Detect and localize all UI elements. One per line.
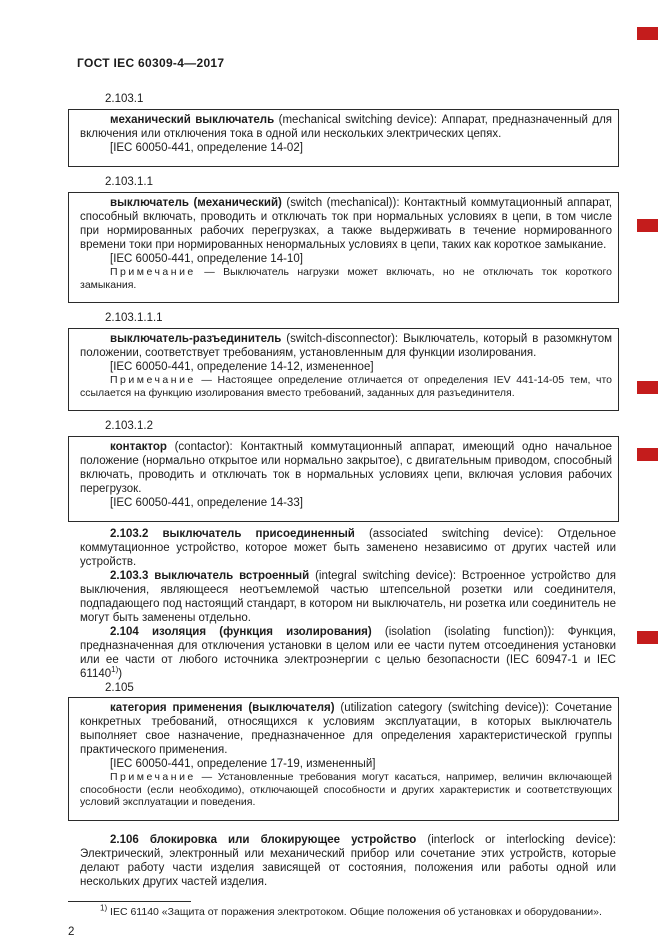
- clause-term: [110, 834, 416, 846]
- source-reference: [IEC 60050-441, определение 14-33]: [110, 497, 303, 509]
- definition-box-switch-mechanical: [68, 192, 619, 303]
- note-label: Примечание: [110, 374, 196, 386]
- definition-text: [80, 332, 612, 360]
- note-label: Примечание: [110, 266, 196, 278]
- footnote: [80, 903, 619, 919]
- clause-number-2-103-1-1-1: 2.103.1.1.1: [105, 312, 163, 324]
- definition-body: (utilization category (switching device)): Сочетание конкретных требований, относящихся к условиям эксплуатации, в которых выключатель выполняет свое назначение, предназначенное для определения характеристической группы практического применения.: [80, 702, 612, 756]
- footnote-marker: 1): [111, 665, 119, 675]
- clause-term: [110, 626, 372, 638]
- page-number: 2: [68, 926, 75, 935]
- clause-term: [110, 570, 309, 582]
- clause-2-104: [80, 625, 616, 681]
- note: [80, 374, 612, 399]
- definition-term: выключатель-разъединитель: [110, 333, 282, 345]
- source-reference: [IEC 60050-441, определение 14-12, измененное]: [110, 361, 374, 373]
- definition-body: (switch (mechanical)): Контактный коммутационный аппарат, способный включать, проводить и отключать ток при нормальных условиях в цепи, в том числе при нормированных рабочих перегрузках, а также выдерживать в течение нормированного времени токи при нормированных ненормальных условиях в цепи, таких как короткое замыкание.: [80, 197, 613, 251]
- clause-term-text: выключатель присоединенный: [148, 528, 355, 540]
- clause-2-103-2: [80, 527, 616, 569]
- clause-body: (isolation (isolating function)): Функция, предназначенная для отключения установки в целом или ее части путем отсоединения установки или ее части от любого источника электроэнергии с целью безопасности (IEC 60947-1 и IEC 61140: [80, 626, 616, 680]
- definition-text: [80, 440, 612, 496]
- footnote-marker: 1): [100, 903, 108, 912]
- clause-body-tail: ): [118, 668, 123, 680]
- definition-box-utilization-category: [68, 697, 619, 821]
- source-reference: [IEC 60050-441, определение 14-10]: [110, 253, 303, 265]
- clause-number: 2.106: [110, 833, 139, 846]
- note-text: — Выключатель нагрузки может включать, но не отключать ток короткого замыкания.: [80, 266, 612, 291]
- clause-term: [110, 528, 355, 540]
- standard-designation: ГОСТ IEC 60309-4—2017: [77, 56, 225, 70]
- clause-number-2-103-1: 2.103.1: [105, 93, 144, 105]
- note: [80, 771, 612, 809]
- definition-box-mechanical-switching-device: [68, 109, 619, 167]
- definition-term: механический выключатель: [110, 114, 275, 126]
- source-reference: [IEC 60050-441, определение 14-02]: [110, 142, 303, 154]
- clause-number: 2.104: [110, 626, 139, 638]
- clause-2-106: [80, 833, 616, 889]
- clause-body: (interlock or interlocking device): Электрический, электронный или механический прибор или сочетание этих устройств, которые делают работу части изделия зависящей от состояния, положения или работы одной или нескольких других частей изделия.: [80, 833, 617, 888]
- clause-number-2-103-1-1: 2.103.1.1: [105, 176, 153, 188]
- clause-number-2-105: 2.105: [105, 682, 134, 694]
- note: [80, 266, 612, 291]
- clause-number-2-103-1-2: 2.103.1.2: [105, 420, 153, 432]
- definition-box-switch-disconnector: [68, 328, 619, 411]
- definition-body: (contactor): Контактный коммутационный аппарат, имеющий одно начальное положение (нормально открытое или нормально закрытое), с двигательным приводом, способный включать, проводить и отключать ток в нормальных условиях цепи, включая условия рабочих перегрузок.: [80, 441, 612, 495]
- definition-body: (mechanical switching device): Аппарат, предназначенный для включения или отключения тока в одной или нескольких электрических цепях.: [80, 114, 613, 140]
- clause-term-text: изоляция (функция изолирования): [138, 626, 372, 638]
- plain-clauses: [80, 527, 616, 681]
- source-reference: [IEC 60050-441, определение 17-19, измененный]: [110, 758, 376, 770]
- revision-mark: [637, 448, 658, 461]
- definition-box-contactor: [68, 436, 619, 522]
- revision-mark: [637, 219, 658, 232]
- definition-term: категория применения (выключателя): [110, 702, 335, 714]
- revision-mark: [637, 381, 658, 394]
- clause-number: 2.103.3: [110, 570, 149, 582]
- revision-mark: [637, 27, 658, 40]
- clause-body: (associated switching device): Отдельное коммутационное устройство, которое может быть заменено независимо от других частей или устройств.: [80, 528, 616, 568]
- footnote-text: IEC 61140 «Защита от поражения электротоком. Общие положения об установках и оборудовании».: [107, 905, 602, 918]
- revision-mark: [637, 631, 658, 644]
- note-label: Примечание: [110, 771, 196, 783]
- note-text: — Настоящее определение отличается от определения IEV 441-14-05 тем, что ссылается на функцию изолирования вместо требований, заданных для разъединителя.: [80, 374, 612, 399]
- clause-body: (integral switching device): Встроенное устройство для выключения, являющееся неотъемлемой частью штепсельной розетки или соединителя, подпадающего под настоящий стандарт, в котором ни выключатель, ни розетка или соединитель не могут быть заменены отдельно.: [80, 570, 616, 624]
- footnote-rule: [68, 901, 191, 902]
- clause-2-103-3: [80, 569, 616, 625]
- definition-text: [80, 196, 612, 252]
- clause-term-text: блокировка или блокирующее устройство: [138, 833, 417, 846]
- definition-text: [80, 701, 612, 757]
- clause-term-text: выключатель встроенный: [148, 570, 310, 582]
- definition-term: выключатель (механический): [110, 197, 282, 209]
- clause-number: 2.103.2: [110, 528, 149, 540]
- content-column: [68, 0, 619, 935]
- note-text: — Установленные требования могут касаться, например, величин включающей способности (если необходимо), отключающей способности и других характеристик и соответствующих условий эксплуатации и поведения.: [80, 771, 613, 808]
- definition-body: (switch-disconnector): Выключатель, который в разомкнутом положении, соответствует требованиям, установленным для функции изолирования.: [80, 333, 612, 359]
- definition-text: [80, 113, 612, 141]
- definition-term: контактор: [110, 441, 167, 453]
